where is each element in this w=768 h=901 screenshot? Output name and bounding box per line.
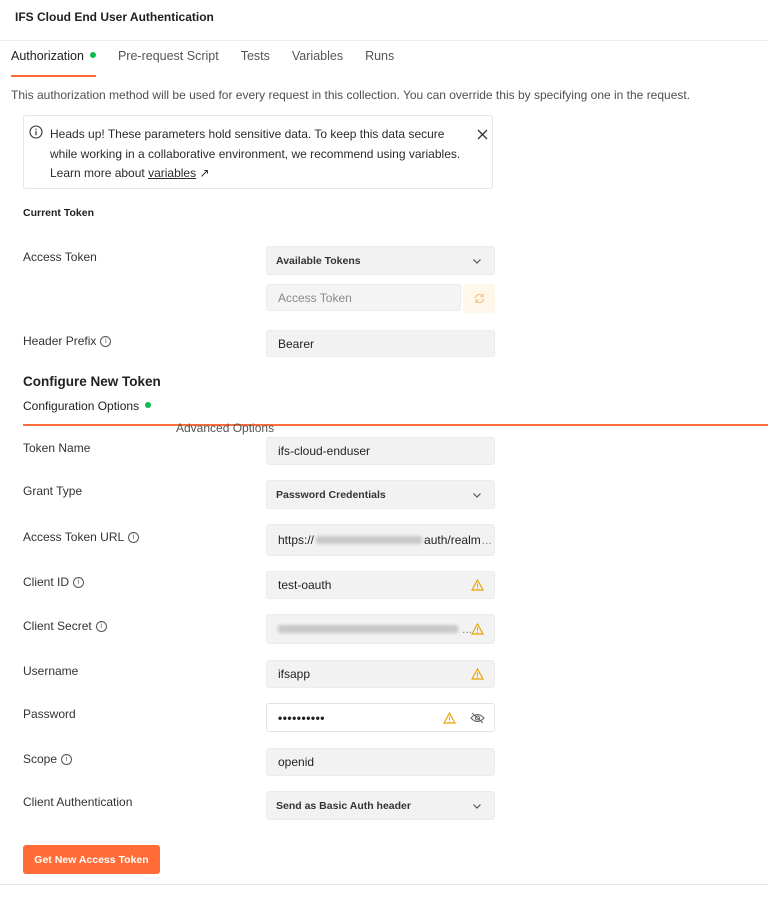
available-tokens-select[interactable] (266, 246, 495, 275)
tab-tests[interactable] (241, 49, 270, 71)
available-tokens-value: Available Tokens (276, 254, 361, 267)
username-input[interactable] (266, 660, 495, 688)
password-label-text: Password (23, 707, 76, 721)
scope-label (23, 752, 72, 766)
tab-authorization-label: Authorization (11, 49, 84, 63)
client-authentication-select[interactable] (266, 791, 495, 820)
redacted-host (316, 536, 422, 544)
token-name-value: ifs-cloud-enduser (278, 444, 371, 458)
warning-icon (471, 668, 484, 680)
access-token-url-prefix: https:// (278, 533, 315, 547)
access-token-url-label-text: Access Token URL (23, 530, 125, 544)
header-prefix-value: Bearer (278, 336, 315, 351)
header-prefix-label-text: Header Prefix (23, 334, 97, 348)
access-token-label (23, 250, 97, 264)
scope-label-text: Scope (23, 752, 58, 766)
sensitive-data-notice (23, 115, 493, 189)
username-label (23, 664, 78, 678)
tab-variables-label: Variables (291, 49, 344, 63)
access-token-placeholder: Access Token (278, 290, 352, 305)
username-value: ifsapp (278, 667, 311, 681)
tab-pre-request-script-label: Pre-request Script (117, 49, 219, 63)
grant-type-value: Password Credentials (276, 488, 386, 501)
warning-icon (471, 623, 484, 635)
configure-new-token-heading: Configure New Token (23, 374, 161, 389)
get-new-access-token-button[interactable]: Get New Access Token (23, 845, 160, 874)
client-authentication-label-text: Client Authentication (23, 795, 133, 809)
client-secret-label-text: Client Secret (23, 619, 92, 633)
notice-line-1: Heads up! These parameters hold sensitive data. To keep this data secure (50, 127, 445, 141)
client-id-label (23, 575, 84, 589)
client-secret-label (23, 619, 107, 633)
password-label (23, 707, 76, 721)
access-token-label-text: Access Token (23, 250, 97, 264)
warning-icon (443, 712, 456, 724)
client-secret-ellipsis: ... (462, 622, 473, 636)
client-id-label-text: Client ID (23, 575, 70, 589)
access-token-url-label (23, 530, 139, 544)
tab-variables[interactable] (292, 49, 343, 71)
subtab-configuration-options-label: Configuration Options (23, 399, 140, 413)
grant-type-select[interactable] (266, 480, 495, 509)
access-token-url-suffix: auth/realm (424, 533, 481, 547)
username-label-text: Username (23, 664, 79, 678)
notice-line-2: while working in a collaborative environment, we recommend using variables. (50, 146, 461, 161)
status-dot (90, 52, 96, 58)
close-icon[interactable] (476, 128, 489, 141)
tab-pre-request-script[interactable] (118, 49, 219, 71)
access-token-url-input[interactable] (266, 524, 495, 556)
header-prefix-label (23, 334, 111, 348)
password-input[interactable] (266, 703, 495, 732)
sync-token-button[interactable] (463, 284, 495, 313)
info-icon: i (100, 336, 111, 347)
info-icon: i (96, 621, 107, 632)
header-divider (0, 40, 768, 41)
chevron-down-icon (472, 490, 482, 500)
auth-description: This authorization method will be used for every request in this collection. You can override this by specifying one in the request. (11, 88, 691, 102)
chevron-down-icon (472, 256, 482, 266)
client-id-value: test-oauth (278, 578, 332, 592)
token-name-input[interactable] (266, 437, 495, 465)
eye-off-icon[interactable] (470, 712, 485, 724)
redacted-client-secret (278, 625, 458, 633)
access-token-input[interactable] (266, 284, 461, 311)
sync-icon (473, 292, 486, 305)
tab-tests-label: Tests (240, 49, 270, 63)
password-value: •••••••••• (278, 710, 326, 725)
notice-text (50, 125, 470, 184)
access-token-url-ellipsis: ... (481, 533, 492, 547)
scope-input[interactable] (266, 748, 495, 776)
tab-bar (11, 49, 416, 71)
subtab-configuration-options[interactable] (23, 399, 768, 421)
variables-link[interactable]: variables (148, 166, 197, 180)
active-tab-underline (11, 75, 96, 77)
grant-type-label-text: Grant Type (23, 484, 83, 498)
token-name-label (23, 441, 90, 455)
client-authentication-label (23, 795, 132, 809)
subtab-advanced-options-label: Advanced Options (176, 421, 275, 435)
footer-divider (0, 884, 768, 885)
status-dot (145, 402, 151, 408)
grant-type-label (23, 484, 82, 498)
warning-icon (471, 579, 484, 591)
current-token-heading: Current Token (23, 207, 94, 219)
tab-runs[interactable] (365, 49, 394, 71)
tab-runs-label: Runs (365, 49, 395, 63)
chevron-down-icon (472, 801, 482, 811)
client-authentication-value: Send as Basic Auth header (276, 799, 411, 812)
info-icon: i (73, 577, 84, 588)
scope-value: openid (278, 755, 315, 769)
client-id-input[interactable] (266, 571, 495, 599)
client-secret-input[interactable] (266, 614, 495, 644)
info-icon: i (128, 532, 139, 543)
info-icon: i (61, 754, 72, 765)
token-name-label-text: Token Name (23, 441, 91, 455)
notice-line-3-prefix: Learn more about (50, 166, 149, 180)
header-prefix-input[interactable] (266, 330, 495, 357)
tab-authorization[interactable] (11, 49, 96, 71)
external-link-icon: ↗ (199, 166, 210, 180)
info-icon (29, 125, 43, 139)
collection-title: IFS Cloud End User Authentication (15, 10, 214, 24)
notice-line-3 (50, 164, 470, 184)
